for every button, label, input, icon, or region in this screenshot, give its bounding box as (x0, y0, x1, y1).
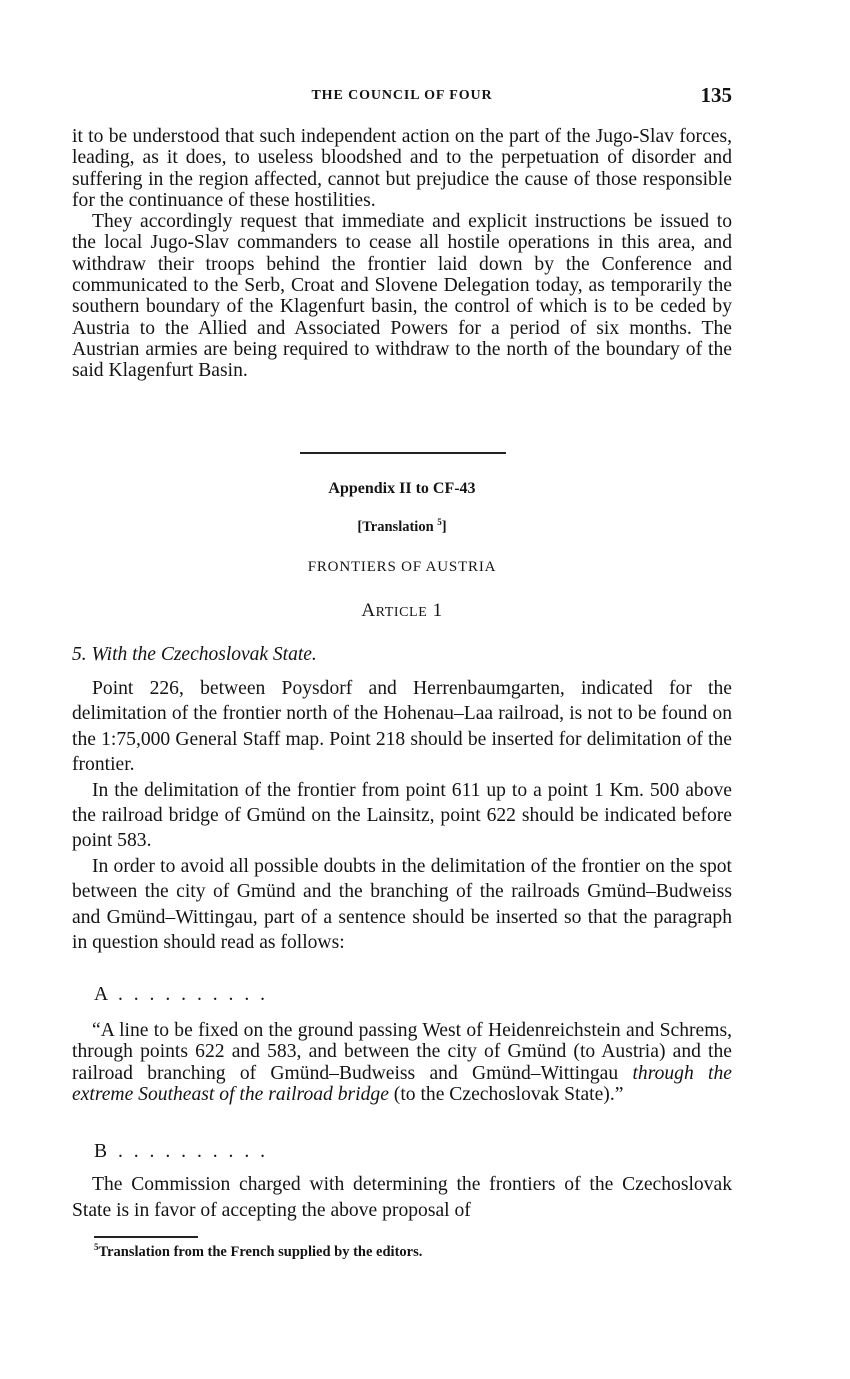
article-initial: A (361, 600, 376, 621)
commission-paragraph: The Commission charged with determining the frontiers of the Czechoslovak State is in favor of accepting the above proposal of (72, 1174, 732, 1221)
quote-end: (to the Czechoslovak State).” (388, 1083, 624, 1105)
footnote (94, 1242, 422, 1261)
paragraph-gmund: In order to avoid all possible doubts in the delimitation of the frontier on the spot between the city of Gmünd and the branching of the railroads Gmünd–Budweiss and Gmünd–Wittingau, part of a sentence should be inserted so that the paragraph in question should read as follows: (72, 855, 732, 954)
article-number: 1 (432, 600, 443, 621)
footnote-divider (94, 1236, 198, 1238)
running-title: THE COUNCIL OF FOUR (311, 88, 493, 103)
quote-text (72, 1020, 732, 1105)
ellipsis-marker-b: B . . . . . . . . . . (94, 1141, 269, 1162)
paragraph-request: They accordingly request that immediate and explicit instructions be issued to the local Jugo-Slav commanders to cease all hostile operations in this area, and withdraw their troops behind the frontier laid down by the Conference and communicated to the Serb, Croat and Slovene Delegation today, as temporarily the southern boundary of the Klagenfurt basin, the control of which is to be ceded by Austria to the Allied and Associated Powers for a period of six months. The Austrian armies are being required to withdraw to the north of the boundary of the said Klagenfurt Basin. (72, 211, 732, 382)
page-number: 135 (700, 83, 732, 107)
footnote-reference: 5 (437, 517, 442, 527)
commission-paragraph-container (72, 1172, 732, 1224)
ellipsis-marker-a: A . . . . . . . . . . (94, 984, 269, 1005)
article-body (72, 676, 732, 955)
article-heading (72, 600, 732, 622)
section-title: FRONTIERS OF AUSTRIA (307, 559, 497, 575)
quote-italic: through the extreme Southeast of the railroad bridge (72, 1062, 732, 1105)
footnote-number: 5 (94, 1242, 99, 1252)
paragraph-point-611: In the delimitation of the frontier from point 611 up to a point 1 Km. 500 above the railroad bridge of Gmünd on the Lainsitz, point 622 should be indicated before point 583. (72, 779, 732, 852)
translation-close: ] (441, 518, 447, 535)
translation-label: [Translation (357, 518, 434, 535)
letter-continuation (72, 126, 732, 382)
footnote-text: Translation from the French supplied by the editors. (98, 1243, 423, 1260)
paragraph-continuation: it to be understood that such independent action on the part of the Jugo-Slav forces, leading, as it does, to useless bloodshed and to the perpetuation of disorder and suffering in the region affected, cannot but prejudice the cause of those responsible for the continuance of these hostilities. (72, 126, 732, 211)
translation-note (72, 517, 732, 536)
section-heading: 5. With the Czechoslovak State. (72, 644, 317, 665)
running-header (72, 83, 732, 109)
quoted-paragraph (72, 1020, 732, 1105)
section-divider (300, 452, 506, 454)
paragraph-point-226: Point 226, between Poysdorf and Herrenbaumgarten, indicated for the delimitation of the frontier north of the Hohenau–Laa railroad, is not to be found on the 1:75,000 General Staff map. Point 218 should be inserted for delimitation of the frontier. (72, 678, 732, 776)
article-word-rest: RTICLE (375, 605, 428, 620)
quote-start: “A line to be fixed on the ground passing West of Heidenreichstein and Schrems, through points 622 and 583, and between the city of Gmünd (to Austria) and the railroad branching of Gmünd–Budweiss and Gmünd–Wittingau (72, 1020, 732, 1084)
appendix-title: Appendix II to CF-43 (328, 480, 476, 497)
